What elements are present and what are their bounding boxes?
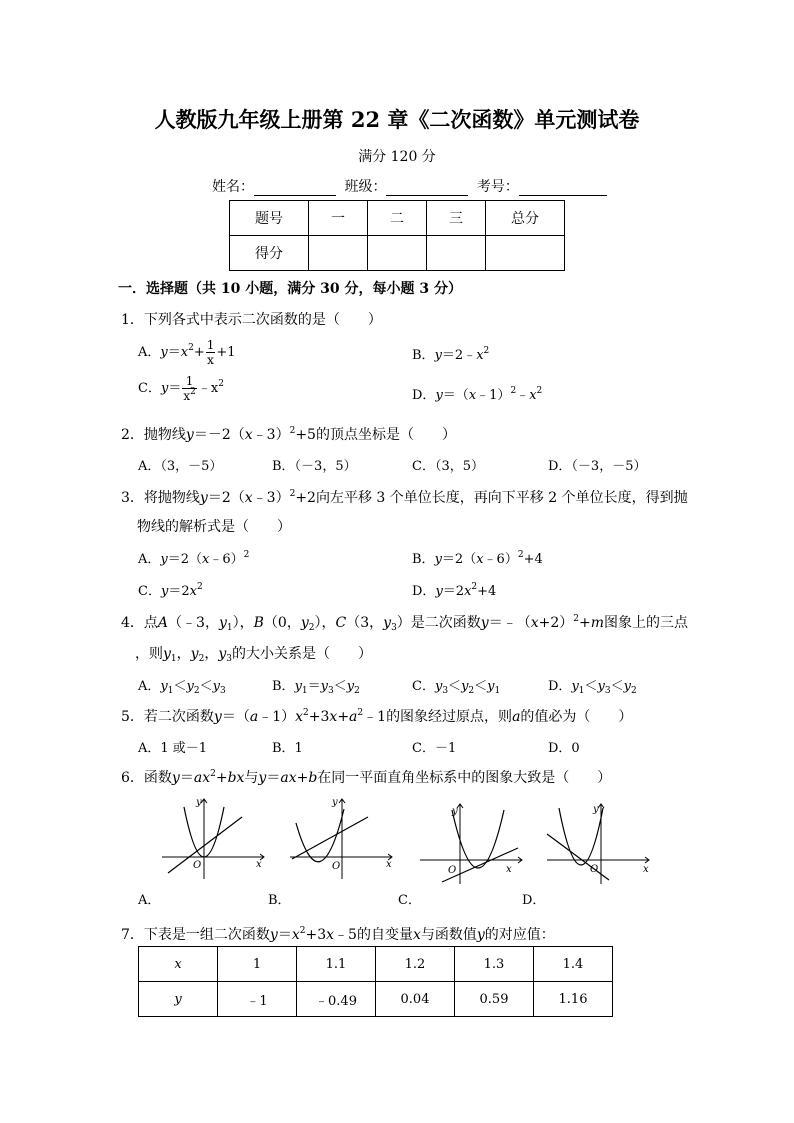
q3-option-d[interactable]: D．$y=2x^2+4$ <box>412 582 497 599</box>
score-cell[interactable] <box>486 236 565 271</box>
full-score: 满分 120 分 <box>358 149 436 165</box>
q6-graph-a[interactable] <box>160 795 270 880</box>
q3-option-c[interactable]: C．$y=2x^2$ <box>138 582 203 599</box>
table-row <box>139 947 613 982</box>
name-field[interactable] <box>254 181 336 196</box>
q2-option-d[interactable]: D．（－3，－5） <box>548 459 647 474</box>
score-table-header: 题号 <box>230 201 309 236</box>
score-cell[interactable] <box>427 236 486 271</box>
parabola <box>559 808 603 865</box>
q1-option-d[interactable]: D．$y=(x﹣1)^2﹣x^2$ <box>412 386 543 403</box>
score-cell[interactable] <box>309 236 368 271</box>
q6-graph-b[interactable] <box>288 795 398 880</box>
class-label: 班级： <box>344 179 387 195</box>
q4-option-c[interactable]: C．$y_3<y_2<y_1$ <box>412 679 501 696</box>
q2-option-a[interactable]: A．（3，－5） <box>138 459 223 474</box>
table-cell: ﹣0.49 <box>297 982 376 1017</box>
question-1-stem: 1．下列各式中表示二次函数的是（ ） <box>121 312 382 328</box>
question-6-stem: 6．函数$y=ax^2+bx$与y＝ax+b在同一平面直角坐标系中的图象大致是（ ） <box>121 769 612 786</box>
origin-label: O <box>448 865 457 876</box>
question-3-stem-line2: 物线的解析式是（ ） <box>137 519 291 535</box>
q6-option-b[interactable]: B． <box>268 893 291 908</box>
q5-option-b[interactable]: B．1 <box>272 741 303 756</box>
question-3-stem: 3．将抛物线y＝2（x﹣3）$^2$+2向左平移 3 个单位长度，再向下平移 2 个单位长度，得到抛 <box>121 489 688 506</box>
number-label: 考号： <box>476 179 519 195</box>
class-field[interactable] <box>386 181 468 196</box>
table-cell: 1.4 <box>534 947 613 982</box>
origin-label: O <box>332 861 341 872</box>
table-cell: 1 <box>218 947 297 982</box>
table-cell: 0.04 <box>376 982 455 1017</box>
line <box>168 817 242 873</box>
q3-option-a[interactable]: A．y＝2（x﹣6）$^2$ <box>138 550 250 567</box>
table-cell: 1.2 <box>376 947 455 982</box>
q6-option-c[interactable]: C． <box>398 893 421 908</box>
y-axis-label: y <box>196 797 202 808</box>
origin-label: O <box>590 864 599 875</box>
page-title: 人教版九年级上册第 22 章《二次函数》单元测试卷 <box>154 107 640 132</box>
student-info-line <box>212 176 607 196</box>
q4-option-b[interactable]: B．$y_1=y_3<y_2$ <box>272 679 360 696</box>
score-cell[interactable] <box>368 236 427 271</box>
table-cell: ﹣1 <box>218 982 297 1017</box>
table-row-label: x <box>139 947 218 982</box>
q4-option-a[interactable]: A．$y_1<y_2<y_3$ <box>138 679 226 696</box>
x-axis-label: x <box>506 864 512 875</box>
xy-value-table <box>138 946 613 1017</box>
y-axis-label: y <box>332 797 338 808</box>
question-7-stem: 7．下表是一组二次函数$y=x^2+3x﹣5$的自变量x与函数值y的对应值： <box>121 926 555 943</box>
question-5-stem: 5．若二次函数$y=(a﹣1)x^2+3x+a^2﹣1$的图象经过原点，则a的值必为（ ） <box>121 708 633 725</box>
q6-graph-d[interactable] <box>545 800 655 885</box>
score-table-header: 一 <box>309 201 368 236</box>
table-row-label: y <box>139 982 218 1017</box>
score-table-header: 总分 <box>486 201 565 236</box>
q6-option-d[interactable]: D． <box>522 893 546 908</box>
table-row <box>139 982 613 1017</box>
x-axis-label: x <box>386 859 392 870</box>
q3-option-b[interactable]: B．y＝2（x﹣6）$^2$+4 <box>412 550 543 567</box>
section-title: 一．选择题（共 10 小题，满分 30 分，每小题 3 分） <box>118 281 462 297</box>
question-4-stem: 4．点A（﹣3，$y_1$），B（0，$y_2$），C（3，$y_3$）是二次函数$y=﹣(x+2)^2+m$图象上的三点 <box>121 614 689 633</box>
q5-option-d[interactable]: D．0 <box>548 741 580 756</box>
number-field[interactable] <box>519 181 607 196</box>
x-axis-label: x <box>256 859 262 870</box>
q5-option-a[interactable]: A．1 或－1 <box>138 741 208 756</box>
score-table <box>229 200 565 271</box>
y-axis-label: y <box>452 806 458 817</box>
q1-option-c[interactable]: C．y＝ $\frac{1}{x^2}$ $﹣x^2$ <box>138 374 224 403</box>
q5-option-c[interactable]: C．－1 <box>412 741 457 756</box>
line <box>547 834 609 880</box>
score-row-label: 得分 <box>230 236 309 271</box>
score-table-header: 三 <box>427 201 486 236</box>
origin-label: O <box>193 860 202 871</box>
name-label: 姓名： <box>212 179 254 195</box>
q1-option-a[interactable]: A．$y=x^2+$ $\frac{1}{x}$ +1 <box>138 338 236 367</box>
q6-option-a[interactable]: A． <box>138 893 161 908</box>
q4-option-d[interactable]: D．$y_1<y_3<y_2$ <box>548 679 637 696</box>
table-cell: 1.1 <box>297 947 376 982</box>
parabola <box>296 809 344 862</box>
q2-option-b[interactable]: B．（－3，5） <box>272 459 357 474</box>
y-axis-label: y <box>593 804 599 815</box>
q6-graph-c[interactable] <box>418 800 528 885</box>
x-axis-label: x <box>643 864 649 875</box>
line <box>292 817 368 859</box>
q2-option-c[interactable]: C．（3，5） <box>412 459 484 474</box>
question-4-stem-line2: ，则$y_1$，$y_2$，$y_3$的大小关系是（ ） <box>135 646 372 664</box>
score-table-header: 二 <box>368 201 427 236</box>
table-cell: 0.59 <box>455 982 534 1017</box>
question-2-stem: 2．抛物线y＝－2（x﹣3）$^2$+5的顶点坐标是（ ） <box>121 426 456 443</box>
table-cell: 1.3 <box>455 947 534 982</box>
q1-option-b[interactable]: B．$y=2﹣x^2$ <box>412 346 490 363</box>
table-cell: 1.16 <box>534 982 613 1017</box>
